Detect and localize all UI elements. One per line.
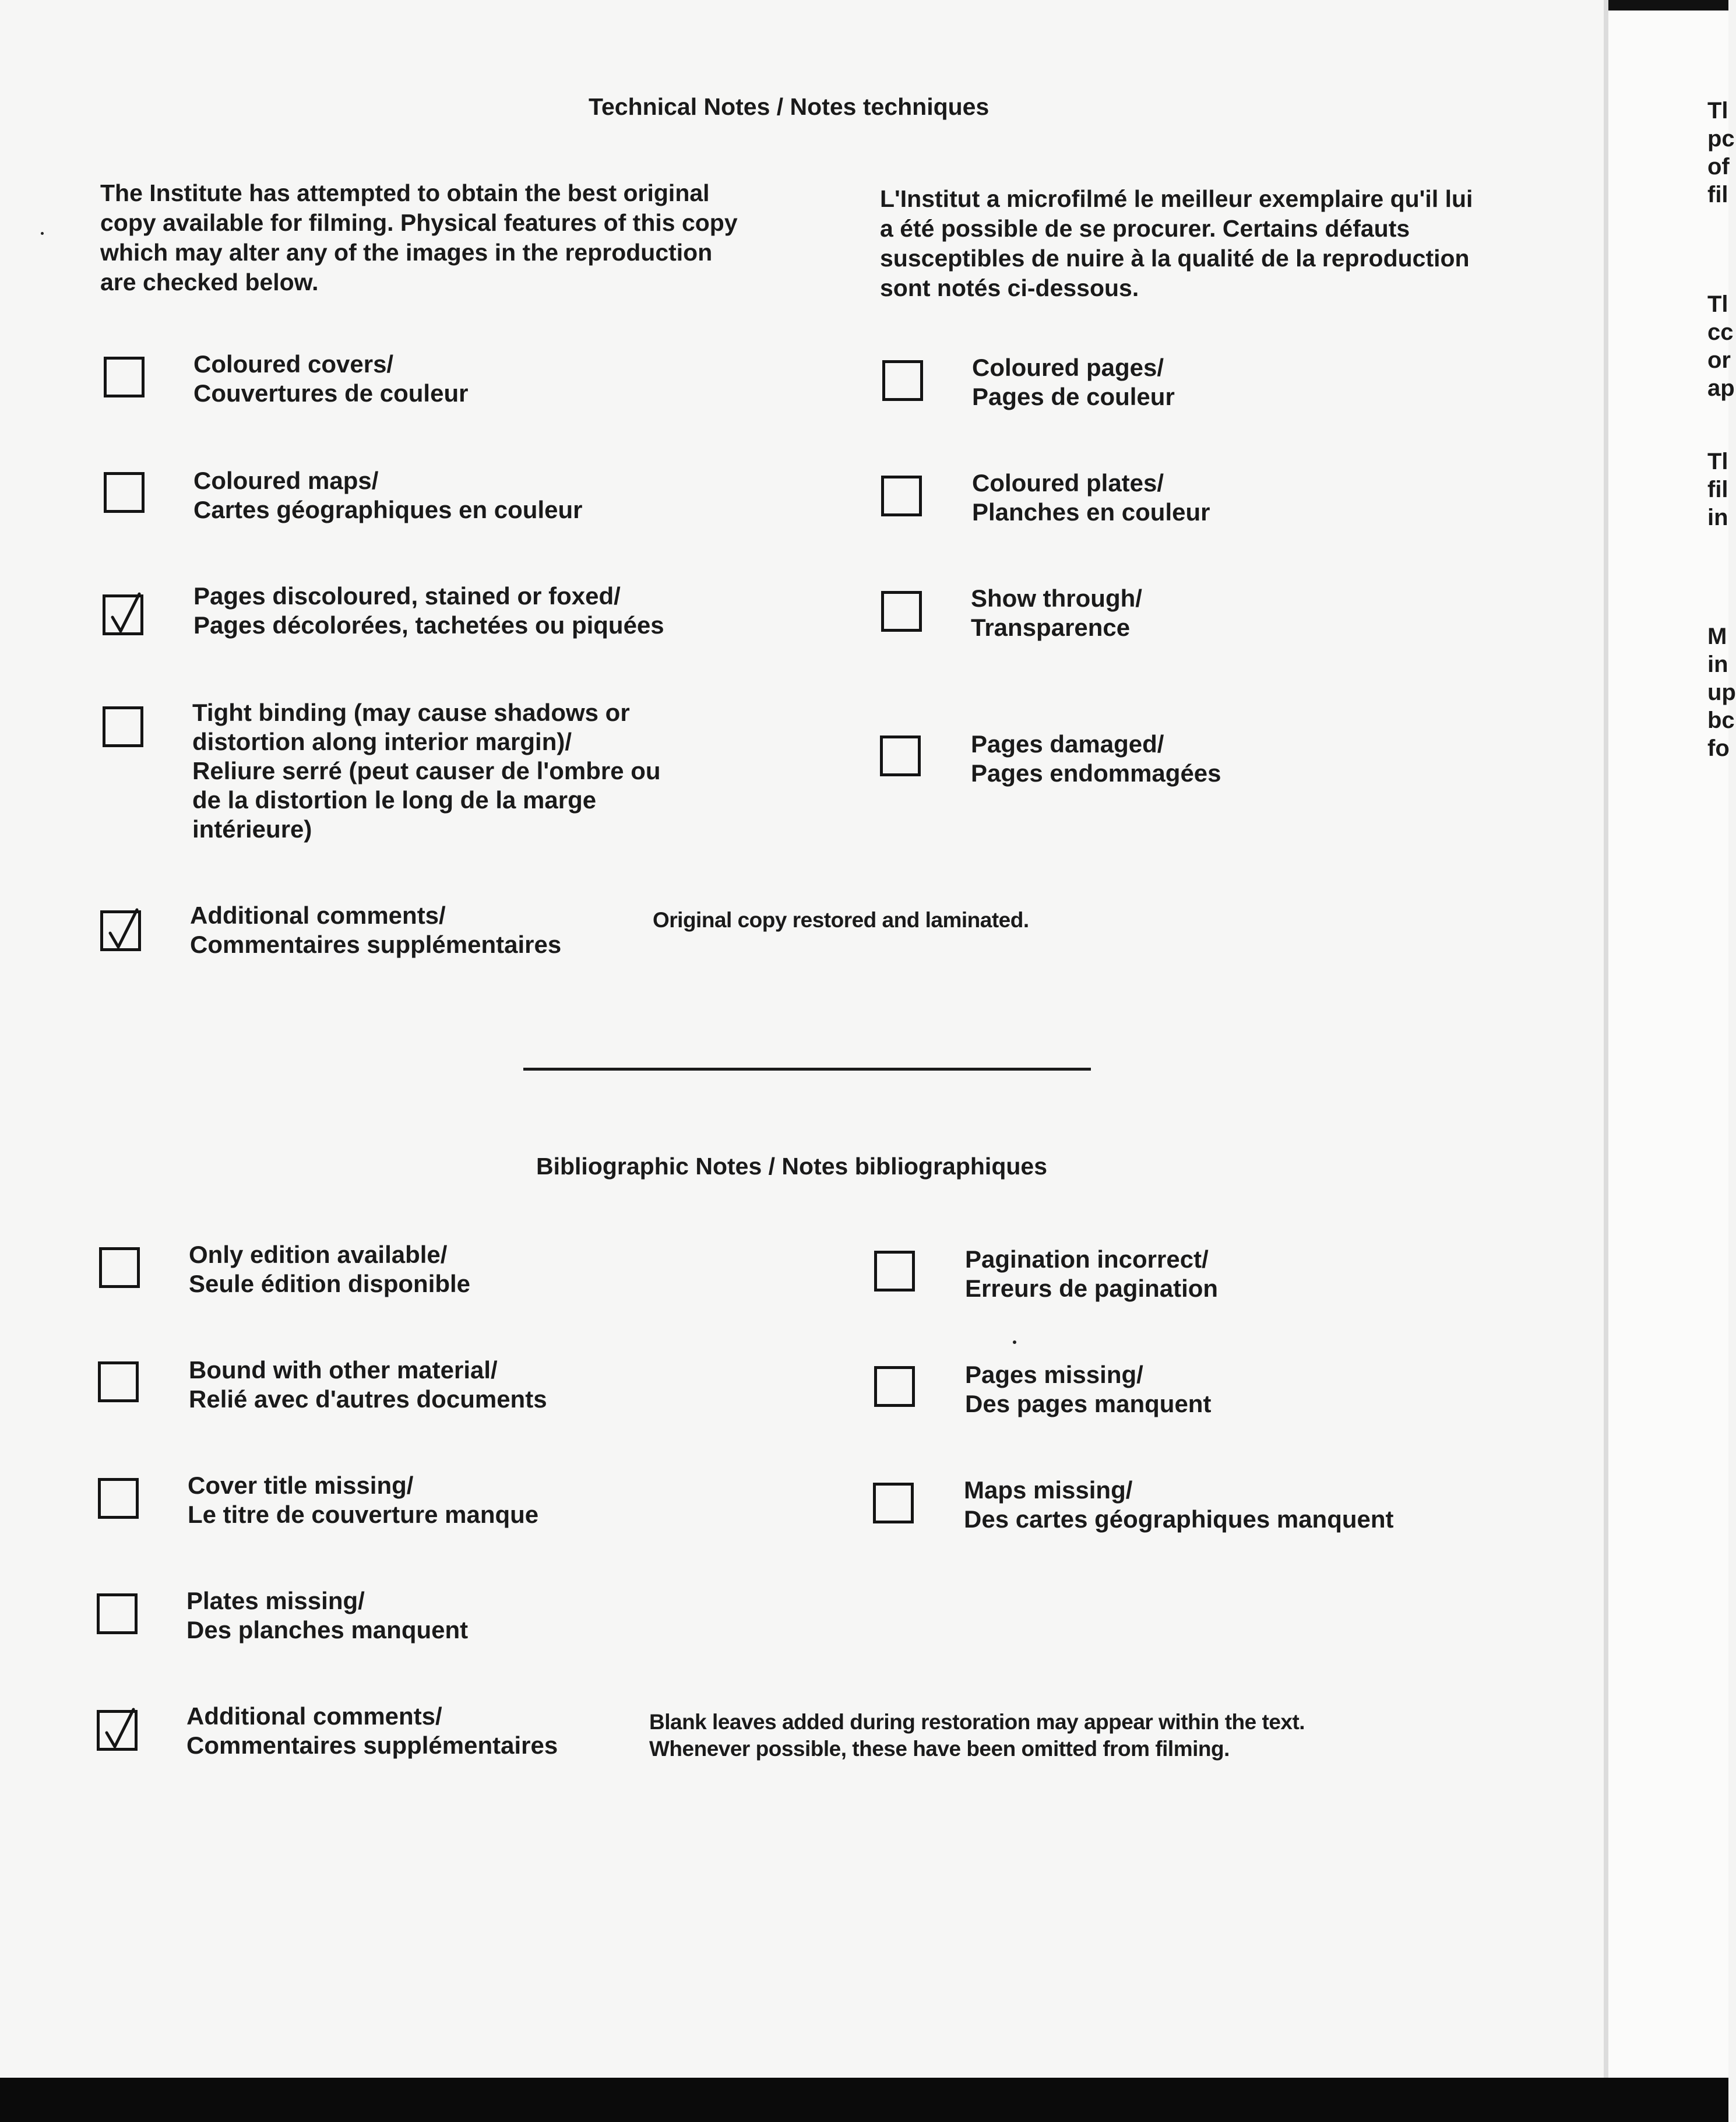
label-coloured-covers: Coloured covers/ Couvertures de couleur — [193, 350, 469, 407]
checkbox-pages-damaged[interactable] — [880, 736, 921, 776]
label-plates-missing: Plates missing/ Des planches manquent — [186, 1587, 469, 1644]
speck — [1013, 1340, 1016, 1344]
intro-french: L'Institut a microfilmé le meilleur exemplaire qu'il lui a été possible de se procurer. Certains défauts susceptibles de nuire à la qualité de la reproduction sont notés ci-dessous. — [880, 185, 1473, 301]
adjacent-fragment: cc — [1707, 319, 1734, 345]
label-coloured-pages: Coloured pages/ Pages de couleur — [972, 354, 1175, 410]
technical-comment-text: Original copy restored and laminated. — [653, 908, 1029, 932]
checkbox-pages-discoloured[interactable] — [103, 594, 143, 635]
adjacent-fragment: in — [1707, 505, 1728, 530]
checkbox-coloured-pages[interactable] — [882, 360, 923, 401]
checkbox-maps-missing[interactable] — [873, 1483, 914, 1523]
adjacent-fragment: ap — [1707, 375, 1735, 401]
bibliographic-comment-text: Blank leaves added during restoration may appear within the text. Whenever possible, these have been omitted from filming. — [649, 1710, 1305, 1761]
speck — [41, 232, 44, 235]
scan-border — [0, 2078, 1728, 2122]
label-tight-binding: Tight binding (may cause shadows or distortion along interior margin)/ Reliure serré (peut causer de l'ombre ou de la distortion le long de la marge intérieure) — [192, 699, 661, 843]
adjacent-fragment: in — [1707, 652, 1728, 677]
checkbox-pagination-incorrect[interactable] — [874, 1251, 915, 1292]
adjacent-fragment: M — [1707, 624, 1727, 649]
adjacent-fragment: pc — [1707, 126, 1735, 152]
checkbox-plates-missing[interactable] — [97, 1593, 138, 1634]
checkbox-show-through[interactable] — [881, 591, 922, 632]
label-pagination-incorrect: Pagination incorrect/ Erreurs de pagination — [965, 1245, 1219, 1302]
label-bound-with: Bound with other material/ Relié avec d'autres documents — [189, 1356, 547, 1413]
label-additional-comments-technical: Additional comments/ Commentaires supplémentaires — [190, 902, 562, 958]
check-mark-icon — [109, 597, 144, 637]
intro-english: The Institute has attempted to obtain the best original copy available for filming. Physical features of this copy which may alter any of the images in the reproduction are checked below. — [100, 180, 738, 295]
checkbox-additional-comments-bibliographic[interactable] — [97, 1710, 138, 1751]
label-show-through: Show through/ Transparence — [971, 585, 1142, 641]
adjacent-page-edge — [1604, 0, 1736, 2078]
checkbox-tight-binding[interactable] — [103, 706, 143, 747]
label-cover-title-missing: Cover title missing/ Le titre de couverture manque — [188, 1472, 539, 1528]
label-only-edition: Only edition available/ Seule édition disponible — [189, 1241, 471, 1297]
adjacent-fragment: up — [1707, 680, 1736, 705]
adjacent-fragment: of — [1707, 154, 1730, 180]
bibliographic-notes-title: Bibliographic Notes / Notes bibliographiques — [536, 1153, 1048, 1180]
check-mark-icon — [103, 1713, 138, 1753]
adjacent-fragment: bc — [1707, 708, 1735, 733]
label-additional-comments-bibliographic: Additional comments/ Commentaires supplémentaires — [186, 1702, 558, 1759]
checkbox-bound-with[interactable] — [98, 1361, 139, 1402]
label-coloured-plates: Coloured plates/ Planches en couleur — [972, 469, 1210, 526]
checkbox-coloured-covers[interactable] — [104, 357, 145, 397]
adjacent-fragment: or — [1707, 347, 1731, 373]
checkbox-cover-title-missing[interactable] — [98, 1478, 139, 1519]
label-pages-missing: Pages missing/ Des pages manquent — [965, 1361, 1212, 1417]
adjacent-fragment: Tl — [1707, 291, 1728, 317]
label-pages-discoloured: Pages discoloured, stained or foxed/ Pages décolorées, tachetées ou piquées — [193, 582, 664, 639]
checkbox-pages-missing[interactable] — [874, 1366, 915, 1407]
technical-notes-title: Technical Notes / Notes techniques — [589, 93, 990, 120]
checkbox-coloured-plates[interactable] — [881, 476, 922, 516]
checkbox-only-edition[interactable] — [99, 1247, 140, 1288]
label-coloured-maps: Coloured maps/ Cartes géographiques en couleur — [193, 467, 583, 523]
adjacent-fragment: fil — [1707, 477, 1728, 502]
adjacent-fragment: fil — [1707, 182, 1728, 207]
check-mark-icon — [107, 913, 142, 953]
adjacent-fragment: Tl — [1707, 449, 1728, 474]
section-divider — [523, 1068, 1091, 1071]
adjacent-fragment: fo — [1707, 736, 1730, 761]
adjacent-fragment: Tl — [1707, 98, 1728, 124]
checkbox-additional-comments-technical[interactable] — [100, 910, 141, 951]
label-maps-missing: Maps missing/ Des cartes géographiques manquent — [964, 1476, 1394, 1533]
label-pages-damaged: Pages damaged/ Pages endommagées — [971, 730, 1221, 787]
checkbox-coloured-maps[interactable] — [104, 472, 145, 513]
